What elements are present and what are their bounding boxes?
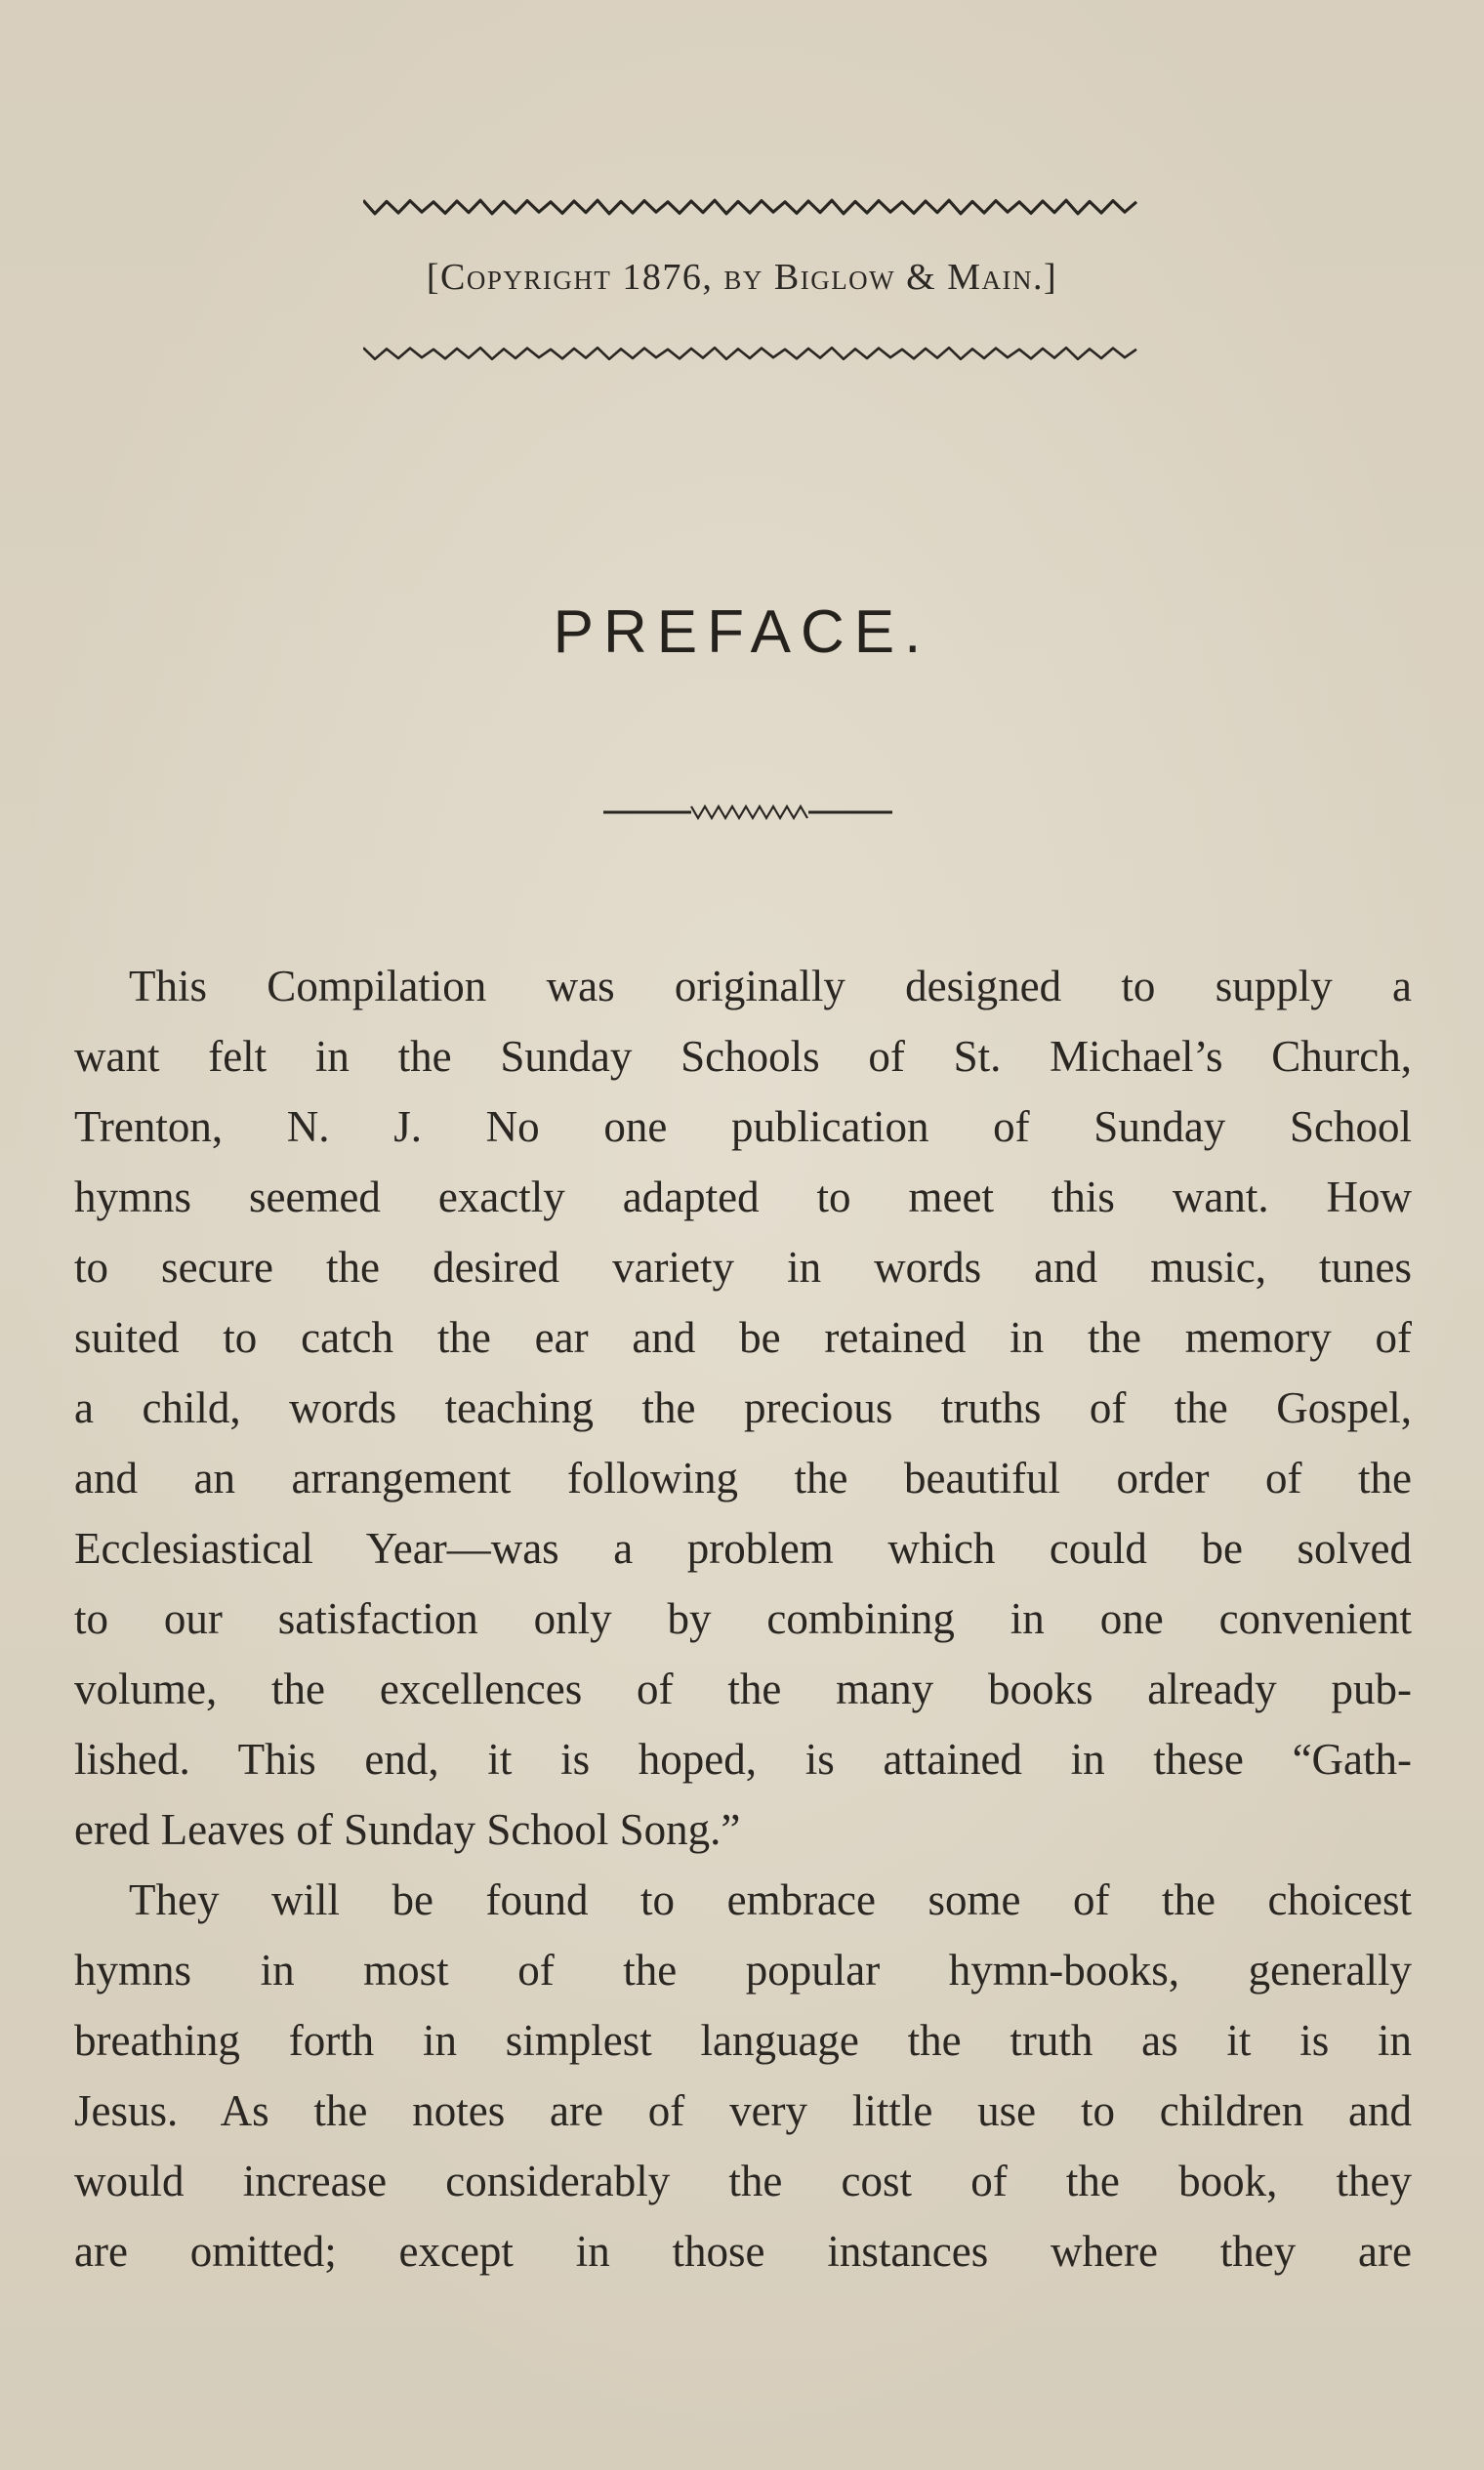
text-line: to secure the desired variety in words and music, tunes xyxy=(74,1243,1412,1292)
text-line: would increase considerably the cost of the book, they xyxy=(74,2157,1412,2205)
text-line: Jesus. As the notes are of very little use to children and xyxy=(74,2086,1412,2135)
text-line: ered Leaves of Sunday School Song.” xyxy=(74,1805,741,1854)
page-title: PREFACE. xyxy=(553,598,931,666)
text-line: suited to catch the ear and be retained in the memory of xyxy=(74,1313,1412,1362)
text-line: volume, the excellences of the many books already pub- xyxy=(74,1665,1412,1713)
paragraph-1 xyxy=(74,951,1412,1865)
paragraph-2 xyxy=(74,1865,1412,2286)
text-line: hymns seemed exactly adapted to meet this want. How xyxy=(74,1173,1412,1221)
text-line: and an arrangement following the beautiful order of the xyxy=(74,1454,1412,1503)
copyright-notice: [Copyright 1876, by Biglow & Main.] xyxy=(426,257,1058,298)
text-line: Trenton, N. J. No one publication of Sunday School xyxy=(74,1102,1412,1151)
text-line: to our satisfaction only by combining in one convenient xyxy=(74,1594,1412,1643)
title-ornament-rule xyxy=(603,801,892,824)
decorative-wave-rule-bottom xyxy=(363,342,1144,365)
text-line: This Compilation was originally designed to supply a xyxy=(129,962,1412,1010)
text-line: breathing forth in simplest language the truth as it is in xyxy=(74,2016,1412,2065)
text-line: hymns in most of the popular hymn-books, generally xyxy=(74,1946,1412,1995)
preface-body xyxy=(74,951,1412,2286)
text-line: Ecclesiastical Year—was a problem which could be solved xyxy=(74,1524,1412,1573)
text-line: lished. This end, it is hoped, is attained in these “Gath- xyxy=(74,1735,1412,1784)
decorative-wave-rule-top xyxy=(363,195,1144,219)
text-line: want felt in the Sunday Schools of St. Michael’s Church, xyxy=(74,1032,1412,1081)
text-line: are omitted; except in those instances where they are xyxy=(74,2227,1412,2276)
text-line: They will be found to embrace some of the choicest xyxy=(129,1875,1412,1924)
text-line: a child, words teaching the precious truths of the Gospel, xyxy=(74,1383,1412,1432)
